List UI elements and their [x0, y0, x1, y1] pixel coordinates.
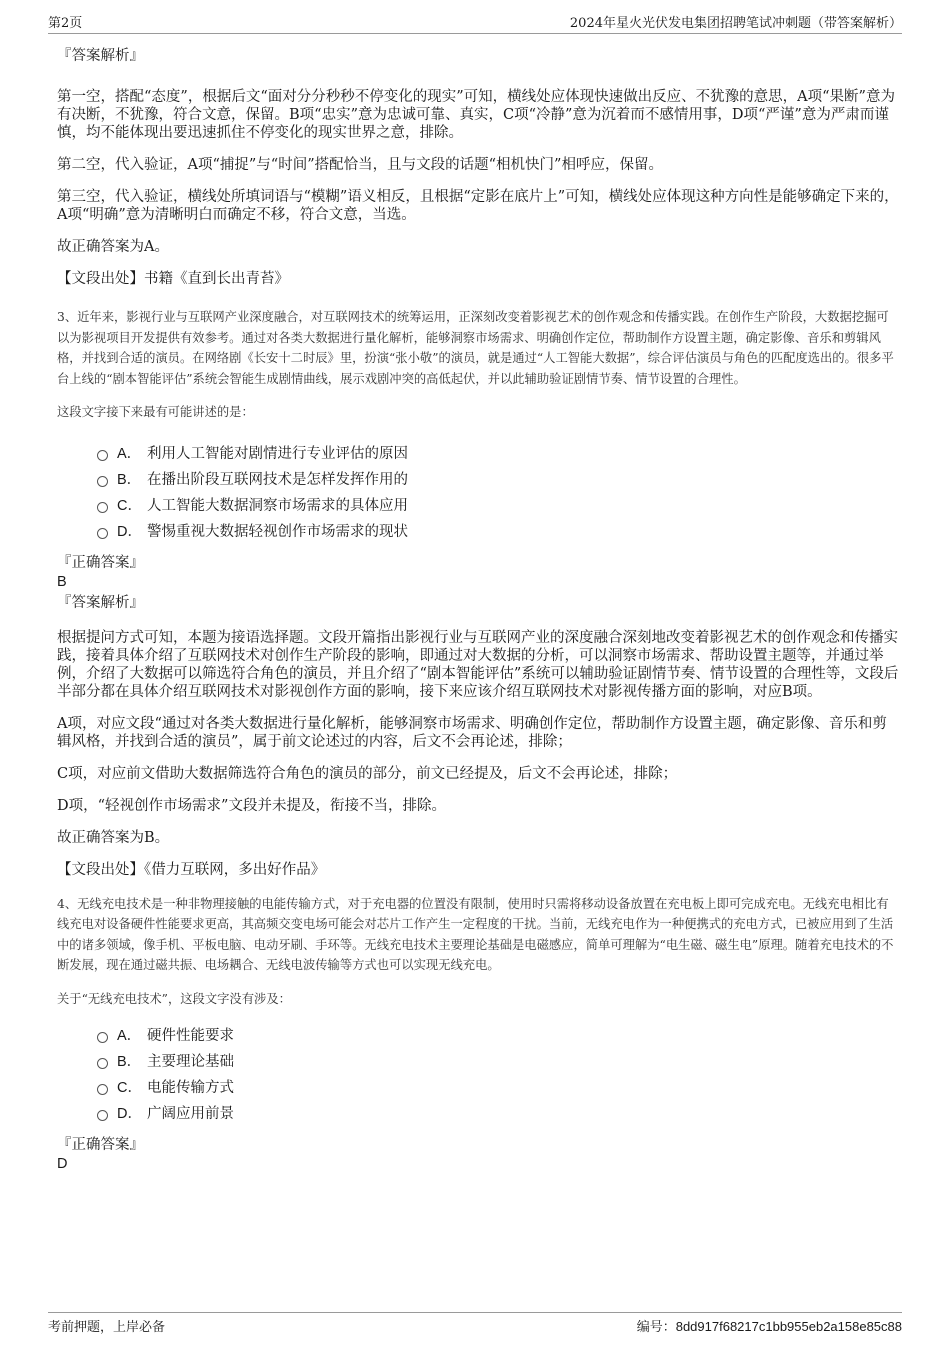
radio-button-icon[interactable] [97, 476, 108, 487]
q2-source: 【文段出处】书籍《直到长出青苔》 [57, 271, 289, 287]
q3-option-d[interactable]: D． 警惕重视大数据轻视创作市场需求的现状 [97, 519, 899, 545]
q3-prompt: 这段文字接下来最有可能讲述的是： [57, 405, 254, 419]
q3-analysis-para4: D项，“轻视创作市场需求”文段并未提及，衔接不当，排除。 [57, 797, 446, 814]
q3-analysis-para2: A项，对应文段“通过对各类大数据进行量化解析，能够洞察市场需求、明确创作定位，帮助制作方设置主题，确定影像、音乐和剪辑风格，并找到合适的演员”，属于前文论述过的内容，后文不会再论述，排除； [57, 715, 887, 750]
q3-conclusion: 故正确答案为B。 [57, 829, 170, 846]
radio-button-icon[interactable] [97, 1110, 108, 1121]
q2-conclusion: 故正确答案为A。 [57, 239, 169, 255]
footer-slogan: 考前押题，上岸必备 [48, 1320, 166, 1335]
document-title: 2024年星火光伏发电集团招聘笔试冲刺题（带答案解析） [569, 16, 902, 31]
q4-options [57, 1023, 899, 1127]
q2-analysis-label: 『答案解析』 [57, 48, 144, 64]
page-footer [48, 1312, 902, 1343]
q4-option-d[interactable]: D． 广阔应用前景 [97, 1101, 899, 1127]
radio-button-icon[interactable] [97, 528, 108, 539]
q4-prompt: 关于“无线充电技术”，这段文字没有涉及： [57, 991, 291, 1006]
radio-button-icon[interactable] [97, 1084, 108, 1095]
radio-button-icon[interactable] [97, 450, 108, 461]
page-content [57, 38, 899, 1173]
q2-analysis-para1: 第一空，搭配“态度”，根据后文“面对分分秒秒不停变化的现实”可知，横线处应体现快速做出反应、不犹豫的意思，A项“果断”意为有决断，不犹豫，符合文意，保留。B项“忠实”意为忠诚可靠、真实，C项“冷静”意为沉着而不感情用事，D项“严谨”意为严肃而谨慎，均不能体现出要迅速抓住不停变化的现实世界之意，排除。 [57, 89, 895, 141]
document-code: 编号：8dd917f68217c1bb955eb2a158e85c88 [636, 1319, 902, 1335]
q2-analysis-para3: 第三空，代入验证，横线处所填词语与“模糊”语义相反，且根据“定影在底片上”可知，横线处应体现这种方向性是能够确定下来的，A项“明确”意为清晰明白而确定不移，符合文意，当选。 [57, 189, 899, 223]
q3-stem: 3、近年来，影视行业与互联网产业深度融合，对互联网技术的统筹运用，正深刻改变着影视艺术的创作观念和传播实践。在创作生产阶段，大数据挖掘可以为影视项目开发提供有效参考。通过对各类大数据进行量化解析，能够洞察市场需求、明确创作定位，帮助制作方设置主题，确定影像、音乐和剪辑风格，并找到合适的演员。在网络剧《长安十二时辰》里，扮演“张小敬”的演员，就是通过“人工智能大数据”，综合评估演员与角色的匹配度选出的。很多平台上线的“剧本智能评估”系统会智能生成剧情曲线，展示戏剧冲突的高低起伏，并以此辅助验证剧情节奏、情节设置的合理性。 [57, 310, 894, 386]
q3-options [57, 441, 899, 545]
q3-analysis-para1: 根据提问方式可知，本题为接语选择题。文段开篇指出影视行业与互联网产业的深度融合深刻地改变着影视艺术的创作观念和传播实践，接着具体介绍了互联网技术对创作生产阶段的影响，即通过对大数据的分析，可以洞察市场需求、帮助设置主题等，并通过举例，介绍了大数据可以筛选符合角色的演员，并且介绍了“剧本智能评估”系统可以辅助验证剧情节奏、情节设置的合理性等，文段后半部分都在具体介绍互联网技术对影视创作方面的影响，接下来应该介绍互联网技术对影视传播方面的影响，对应B项。 [57, 629, 899, 700]
radio-button-icon[interactable] [97, 502, 108, 513]
radio-button-icon[interactable] [97, 1058, 108, 1069]
page-number: 第2页 [48, 16, 83, 31]
q4-answer-label: 『正确答案』 [57, 1137, 144, 1153]
q4-option-a[interactable]: A． 硬件性能要求 [97, 1023, 899, 1049]
q3-answer-label: 『正确答案』 [57, 554, 144, 571]
q3-source: 【文段出处】《借力互联网，多出好作品》 [57, 861, 326, 878]
q3-option-a[interactable]: A． 利用人工智能对剧情进行专业评估的原因 [97, 441, 899, 467]
q3-option-c[interactable]: C． 人工智能大数据洞察市场需求的具体应用 [97, 493, 899, 519]
q4-answer: D [57, 1156, 68, 1172]
q4-stem: 4、无线充电技术是一种非物理接触的电能传输方式，对于充电器的位置没有限制，使用时只需将移动设备放置在充电板上即可完成充电。无线充电相比有线充电对设备硬件性能要求更高，其高频交变电场可能会对芯片工作产生一定程度的干扰。当前，无线充电作为一种便携式的充电方式，已被应用到了生活中的诸多领域，像手机、平板电脑、电动牙刷、手环等。无线充电技术主要理论基础是电磁感应，简单可理解为“电生磁、磁生电”原理。随着充电技术的不断发展，现在通过磁共振、电场耦合、无线电波传输等方式也可以实现无线充电。 [57, 896, 894, 972]
q3-analysis-para3: C项，对应前文借助大数据筛选符合角色的演员的部分，前文已经提及，后文不会再论述，排除； [57, 765, 678, 782]
q4-option-b[interactable]: B． 主要理论基础 [97, 1049, 899, 1075]
q3-answer: B [57, 573, 67, 590]
q2-analysis-para2: 第二空，代入验证，A项“捕捉”与“时间”搭配恰当，且与文段的话题“相机快门”相呼应，保留。 [57, 157, 663, 173]
q3-analysis-label: 『答案解析』 [57, 594, 144, 611]
radio-button-icon[interactable] [97, 1032, 108, 1043]
q3-option-b[interactable]: B． 在播出阶段互联网技术是怎样发挥作用的 [97, 467, 899, 493]
q4-option-c[interactable]: C． 电能传输方式 [97, 1075, 899, 1101]
page-header [48, 0, 902, 34]
